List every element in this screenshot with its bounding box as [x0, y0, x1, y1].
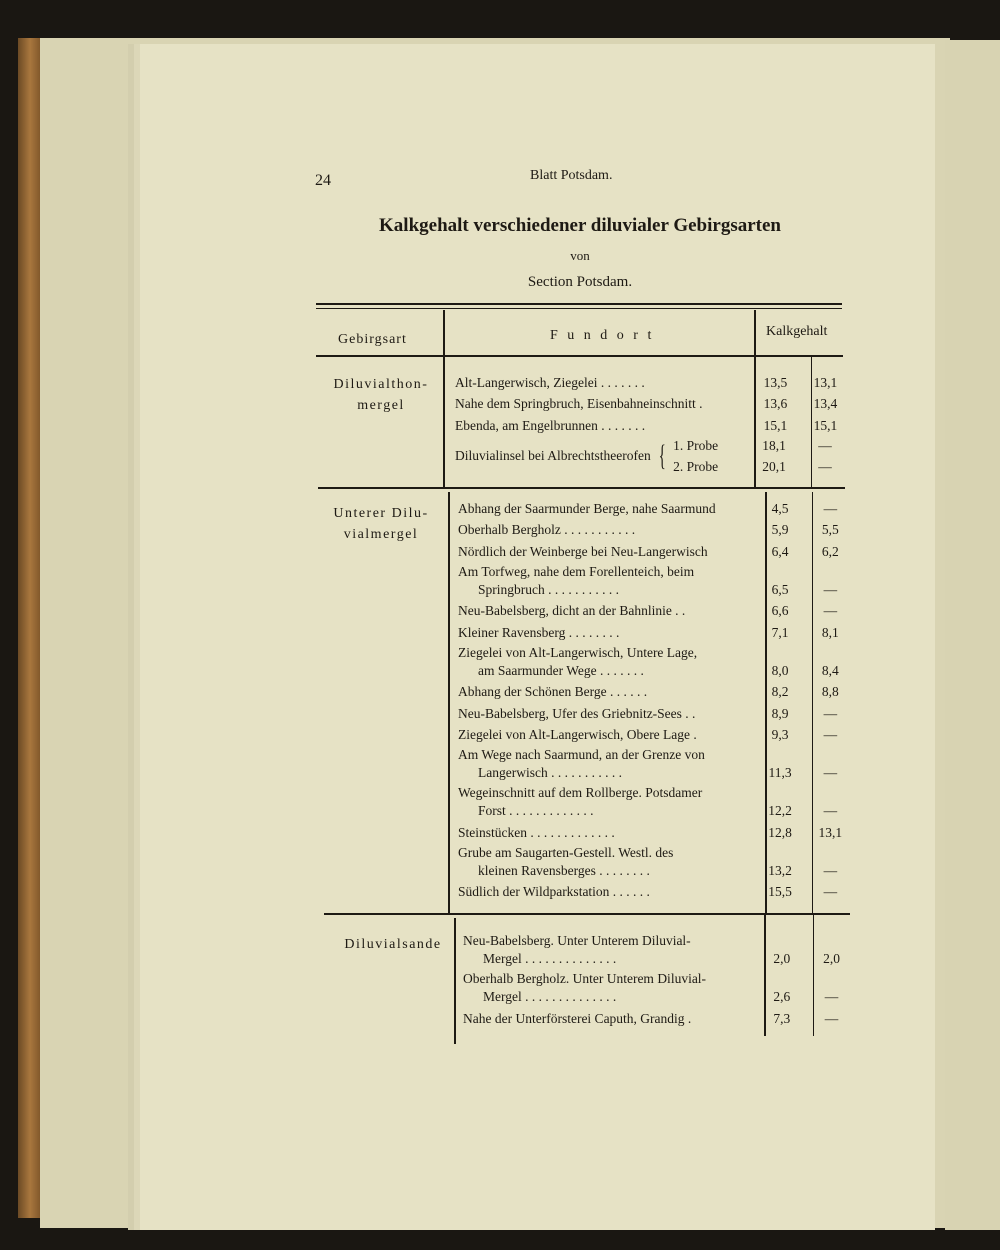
kalkgehalt-value-2: —: [823, 803, 838, 818]
probe-values: [745, 435, 847, 477]
book-spine: [18, 38, 42, 1218]
fundort-text: Oberhalb Bergholz. Unter Unterem Diluvial-: [463, 971, 707, 986]
kalkgehalt-value-2: —: [824, 989, 839, 1004]
fundort-cell: [458, 784, 752, 820]
top-rule: [316, 303, 842, 305]
fundort-text: Neu-Babelsberg, dicht an der Bahnlinie . .: [458, 603, 686, 618]
group-rule-2: [324, 913, 850, 915]
kalkgehalt-value-1: 13,2: [768, 862, 792, 878]
probe-labels: [673, 435, 718, 477]
kalkgehalt-value-1: 8,9: [771, 705, 789, 721]
table-row: [458, 782, 852, 820]
fundort-cell: [458, 705, 752, 723]
fundort-cell: [458, 543, 752, 561]
fundort-text: Ziegelei von Alt-Langerwisch, Obere Lage .: [458, 727, 697, 742]
probe-label: 1. Probe: [673, 437, 719, 453]
fundort-text: Am Torfweg, nahe dem Forellenteich, beim: [458, 563, 695, 579]
fundort-cell: [455, 417, 747, 435]
kalkgehalt-value-1: 6,6: [771, 603, 789, 618]
group-label: [318, 503, 444, 545]
table-row: [458, 723, 852, 745]
fundort-cell: [458, 500, 752, 518]
table-row: [745, 456, 847, 477]
kalkgehalt-value-1: 12,2: [768, 803, 792, 818]
kalkgehalt-value-2: —: [818, 458, 832, 474]
kalkgehalt-value-1: 15,1: [763, 417, 788, 433]
fundort-cell: [458, 644, 752, 680]
fundort-cell: [458, 883, 752, 901]
kalkgehalt-value-1: 18,1: [762, 437, 786, 453]
fundort-text-cont: Mergel . . . . . . . . . . . . . .: [483, 989, 617, 1004]
running-head: Blatt Potsdam.: [530, 168, 613, 183]
table-row: [455, 392, 847, 414]
fundort-text-cont: Mergel . . . . . . . . . . . . . .: [483, 951, 617, 966]
table-row: [463, 968, 853, 1006]
top-rule-thin: [316, 308, 842, 309]
kalkgehalt-value-2: 8,4: [821, 662, 839, 678]
group-rows: [463, 930, 853, 1028]
section-name: Section Potsdam.: [527, 274, 633, 290]
table-title: Kalkgehalt verschiedener diluvialer Gebirgsarten: [379, 215, 781, 236]
group-label-line: Diluvialthon-: [333, 377, 429, 392]
fundort-text: Neu-Babelsberg, Ufer des Griebnitz-Sees . .: [458, 705, 696, 721]
kalkgehalt-value-1: 13,6: [763, 396, 788, 411]
kalkgehalt-value-2: —: [823, 765, 838, 780]
fundort-text: Südlich der Wildparkstation . . . . . .: [458, 884, 650, 899]
table-row: [458, 620, 852, 642]
fundort-cell: [458, 683, 752, 701]
table-row: [463, 1006, 853, 1028]
kalkgehalt-value-2: —: [823, 884, 838, 899]
table-row: [458, 880, 852, 902]
fundort-text-cont: am Saarmunder Wege . . . . . . .: [478, 662, 644, 678]
fundort-text-cont: Forst . . . . . . . . . . . . .: [478, 803, 594, 818]
fundort-text-cont: Langerwisch . . . . . . . . . . .: [478, 765, 622, 780]
fundort-cell: [463, 1010, 754, 1028]
table-row: [458, 539, 852, 561]
table-row: [458, 496, 852, 518]
group-rows: [455, 370, 847, 477]
table-row: [458, 701, 852, 723]
kalkgehalt-value-2: 2,0: [823, 951, 840, 966]
fundort-cell: [455, 395, 747, 413]
fundort-text: Steinstücken . . . . . . . . . . . . .: [458, 824, 615, 840]
table-row: [458, 561, 852, 599]
header-kalkgehalt: Kalkgehalt: [766, 324, 828, 339]
table-row: [463, 930, 853, 968]
kalkgehalt-value-2: —: [818, 437, 832, 453]
kalkgehalt-value-1: 8,2: [771, 684, 789, 699]
group-label: Diluvialsande: [344, 937, 442, 952]
col-divider: [448, 492, 450, 913]
header-gebirgsart: Gebirgsart: [338, 332, 407, 347]
fundort-cell: [455, 435, 745, 477]
fundort-cell: [458, 624, 752, 642]
kalkgehalt-value-1: 13,5: [763, 374, 788, 390]
kalkgehalt-value-2: 15,1: [813, 417, 838, 433]
group-label: [318, 374, 444, 416]
kalkgehalt-value-1: 5,9: [771, 522, 789, 537]
fundort-cell: [455, 374, 747, 392]
kalkgehalt-value-2: 5,5: [821, 522, 839, 537]
table-row: [745, 435, 847, 456]
fundort-text: Grube am Saugarten-Gestell. Westl. des: [458, 844, 674, 860]
kalkgehalt-value-1: 11,3: [768, 765, 792, 780]
fundort-cell: [458, 824, 752, 842]
fundort-cell: [458, 563, 752, 599]
table-row: [458, 599, 852, 621]
kalkgehalt-value-2: 13,4: [813, 396, 838, 411]
fundort-text-cont: kleinen Ravensberges . . . . . . . .: [478, 862, 650, 878]
fundort-cell: [458, 844, 752, 880]
group-rule-1: [318, 487, 845, 489]
fundort-text: Kleiner Ravensberg . . . . . . . .: [458, 624, 620, 640]
subtitle-von: von: [570, 248, 590, 263]
fundort-text: Nahe der Unterförsterei Caputh, Grandig .: [463, 1010, 692, 1026]
table-row: [458, 744, 852, 782]
fundort-text: Nahe dem Springbruch, Eisenbahneinschnitt .: [455, 396, 703, 411]
fundort-text: Abhang der Saarmunder Berge, nahe Saarmund: [458, 500, 716, 516]
kalkgehalt-value-1: 2,6: [773, 989, 791, 1004]
fundort-text: Alt-Langerwisch, Ziegelei . . . . . . .: [455, 374, 645, 390]
fundort-cell: [458, 746, 752, 782]
kalkgehalt-value-1: 15,5: [768, 884, 792, 899]
kalkgehalt-value-1: 7,1: [771, 624, 789, 640]
fundort-cell: [458, 521, 752, 539]
kalkgehalt-value-1: 4,5: [771, 500, 789, 516]
group-label-line: Unterer Dilu-: [333, 506, 429, 521]
group-label-line: mergel: [357, 398, 405, 413]
kalkgehalt-value-1: 2,0: [773, 951, 791, 966]
probe-block: [455, 435, 847, 477]
table-row: [458, 680, 852, 702]
fundort-cell: [463, 932, 754, 968]
kalkgehalt-value-2: —: [823, 727, 838, 742]
table-row: [455, 413, 847, 435]
kalkgehalt-value-1: 6,4: [771, 543, 789, 559]
kalkgehalt-value-1: 20,1: [762, 458, 786, 474]
table-row: [455, 370, 847, 392]
table-row: [458, 642, 852, 680]
fundort-cell: [458, 602, 752, 620]
kalkgehalt-value-1: 8,0: [771, 662, 789, 678]
fundort-cell: [458, 726, 752, 744]
fundort-text: Ziegelei von Alt-Langerwisch, Untere Lage,: [458, 644, 698, 660]
table-row: [458, 820, 852, 842]
fundort-text: Am Wege nach Saarmund, an der Grenze von: [458, 747, 705, 762]
kalkgehalt-value-1: 9,3: [771, 727, 789, 742]
kalkgehalt-value-1: 12,8: [768, 824, 792, 840]
fundort-text: Diluvialinsel bei Albrechtstheerofen: [455, 447, 651, 463]
fundort-text: Ebenda, am Engelbrunnen . . . . . . .: [455, 417, 646, 433]
kalkgehalt-value-2: 6,2: [821, 543, 839, 559]
table-row: [458, 518, 852, 540]
kalkgehalt-value-2: —: [823, 581, 838, 597]
fundort-cell: [463, 970, 754, 1006]
kalkgehalt-value-1: 6,5: [771, 581, 789, 597]
kalkgehalt-value-2: 8,8: [821, 684, 839, 699]
kalkgehalt-value-2: —: [824, 1010, 839, 1026]
group-label-line: vialmergel: [343, 527, 419, 542]
fundort-text: Nördlich der Weinberge bei Neu-Langerwisch: [458, 543, 708, 559]
kalkgehalt-value-2: 8,1: [821, 624, 839, 640]
fundort-text: Abhang der Schönen Berge . . . . . .: [458, 684, 648, 699]
kalkgehalt-value-2: 13,1: [818, 824, 843, 840]
kalkgehalt-value-2: —: [823, 500, 838, 516]
kalkgehalt-value-2: —: [823, 603, 838, 618]
facing-page: [945, 40, 1000, 1230]
header-rule: [316, 355, 843, 357]
group-rows: [458, 496, 852, 901]
fundort-text: Wegeinschnitt auf dem Rollberge. Potsdamer: [458, 785, 703, 800]
header-fundort: F u n d o r t: [550, 328, 655, 343]
fundort-text: Oberhalb Bergholz . . . . . . . . . . .: [458, 522, 636, 537]
fundort-text: Neu-Babelsberg. Unter Unterem Diluvial-: [463, 933, 691, 948]
kalkgehalt-value-2: —: [823, 862, 838, 878]
brace-symbol: {: [658, 438, 666, 472]
kalkgehalt-value-1: 7,3: [773, 1010, 791, 1026]
kalkgehalt-value-2: —: [823, 705, 838, 721]
page-number: 24: [315, 172, 331, 189]
kalkgehalt-value-2: 13,1: [813, 374, 838, 390]
table-row: [458, 842, 852, 880]
fundort-text-cont: Springbruch . . . . . . . . . . .: [478, 581, 619, 597]
probe-label: 2. Probe: [673, 458, 719, 474]
